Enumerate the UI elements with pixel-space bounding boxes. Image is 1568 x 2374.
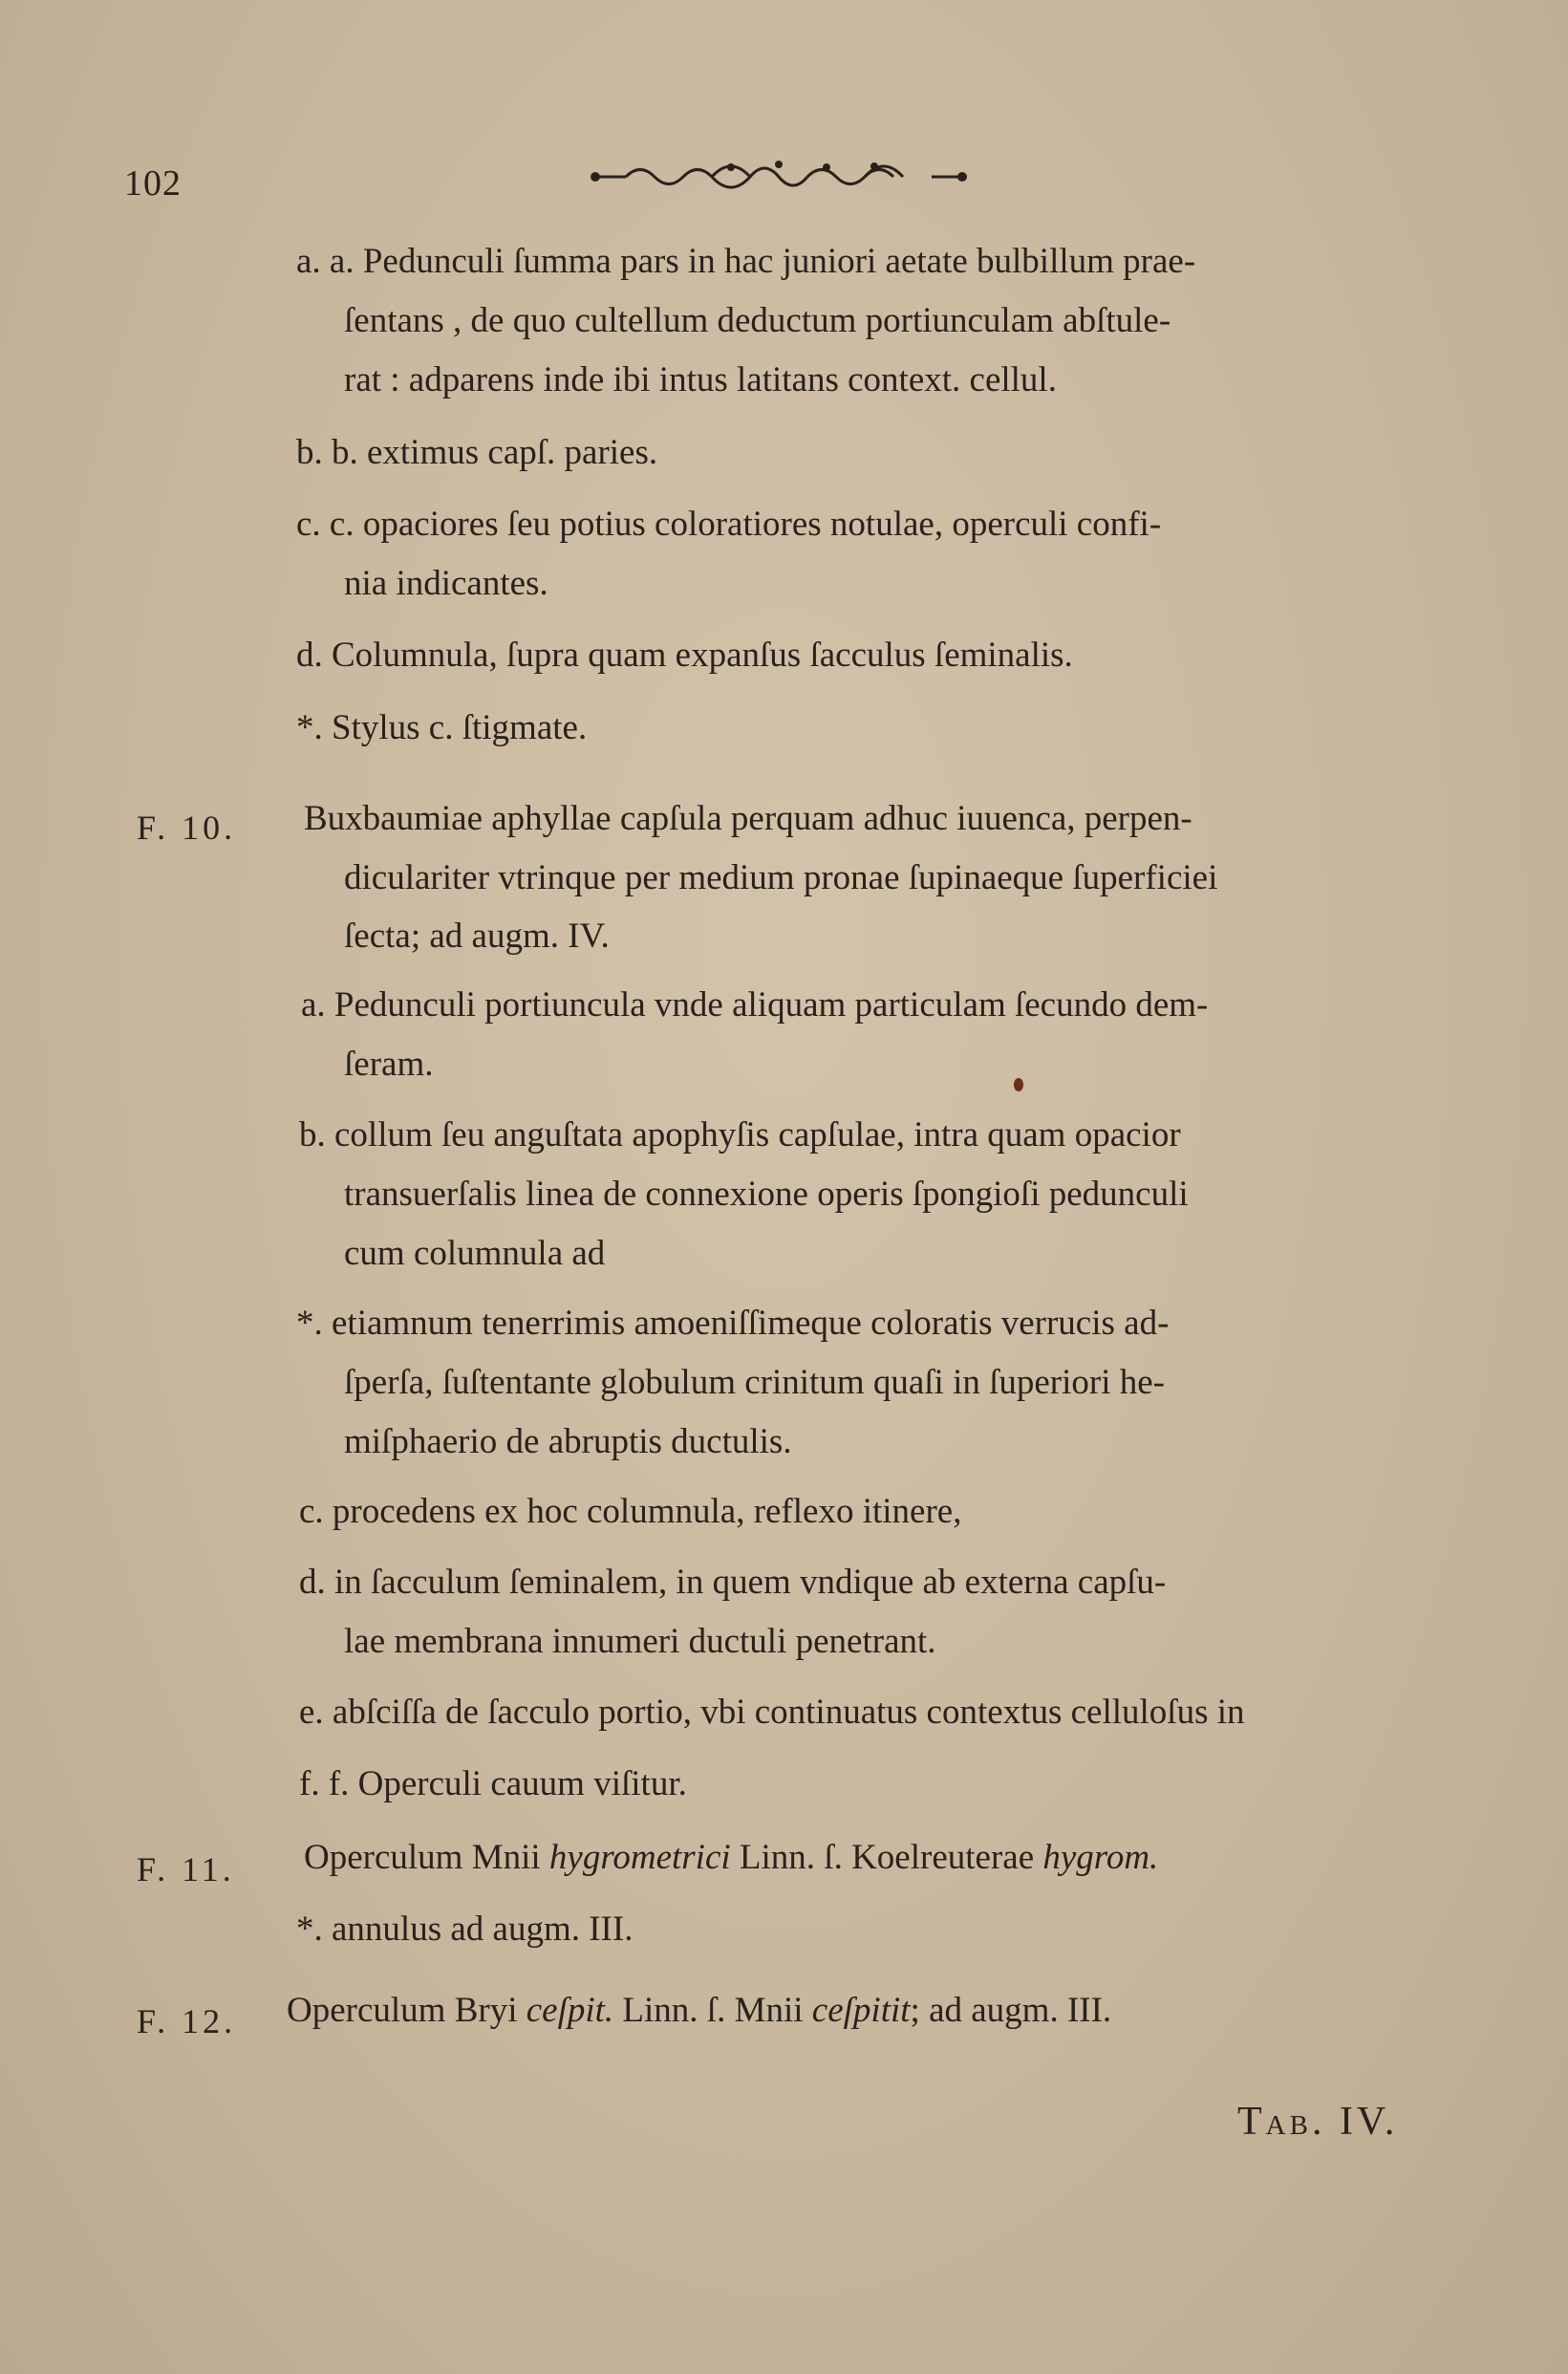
text-line: ſentans , de quo cultellum deductum portiunculam abſtule- — [344, 301, 1171, 340]
text-line: *. etiamnum tenerrimis amoeniſſimeque coloratis verrucis ad- — [296, 1304, 1170, 1343]
text-line: a. a. Pedunculi ſumma pars in hac juniori aetate bulbillum prae- — [296, 242, 1196, 281]
text-line: Buxbaumiae aphyllae capſula perquam adhuc iuuenca, perpen- — [304, 799, 1192, 838]
text-line: lae membrana innumeri ductuli penetrant. — [344, 1622, 936, 1661]
fig11-caption: Operculum Mnii hygrometrici Linn. ſ. Koelreuterae hygrom. — [304, 1838, 1159, 1877]
text-line: c. procedens ex hoc columnula, reflexo itinere, — [299, 1492, 962, 1531]
text-line: miſphaerio de abruptis ductulis. — [344, 1422, 792, 1461]
text-line: cum columnula ad — [344, 1234, 606, 1273]
page-number: 102 — [124, 163, 182, 204]
figure-label: F. 10. — [137, 809, 237, 847]
text-line: ſeram. — [344, 1045, 434, 1084]
text-line: diculariter vtrinque per medium pronae ſupinaeque ſuperficiei — [344, 858, 1218, 897]
text-line: c. c. opaciores ſeu potius coloratiores notulae, operculi confi- — [296, 505, 1162, 544]
ornament-icon — [588, 153, 970, 201]
text-line: f. f. Operculi cauum viſitur. — [299, 1764, 687, 1803]
text-line: ſecta; ad augm. IV. — [344, 917, 610, 956]
figure-label: F. 11. — [137, 1850, 235, 1888]
text-line: a. Pedunculi portiuncula vnde aliquam particulam ſecundo dem- — [301, 985, 1209, 1025]
fig12-caption: Operculum Bryi ceſpit. Linn. ſ. Mnii ceſpitit; ad augm. III. — [287, 1991, 1112, 2030]
text-line: ſperſa, ſuſtentante globulum crinitum quaſi in ſuperiori he- — [344, 1363, 1166, 1402]
text-line: nia indicantes. — [344, 564, 548, 603]
text-line: b. collum ſeu anguſtata apophyſis capſulae, intra quam opacior — [299, 1115, 1181, 1155]
text-line: *. Stylus c. ſtigmate. — [296, 708, 588, 747]
text-line: b. b. extimus capſ. paries. — [296, 433, 658, 472]
figure-label: F. 12. — [137, 2002, 237, 2040]
text-line: rat : adparens inde ibi intus latitans context. cellul. — [344, 360, 1057, 399]
ink-spot — [1014, 1078, 1023, 1091]
text-line: *. annulus ad augm. III. — [296, 1910, 634, 1949]
catchword: Tab. IV. — [1237, 2100, 1399, 2144]
text-line: d. Columnula, ſupra quam expanſus ſacculus ſeminalis. — [296, 636, 1073, 675]
text-line: transuerſalis linea de connexione operis ſpongioſi pedunculi — [344, 1175, 1189, 1214]
text-line: d. in ſacculum ſeminalem, in quem vndique ab externa capſu- — [299, 1563, 1167, 1602]
text-line: e. abſciſſa de ſacculo portio, vbi continuatus contextus celluloſus in — [299, 1693, 1245, 1732]
